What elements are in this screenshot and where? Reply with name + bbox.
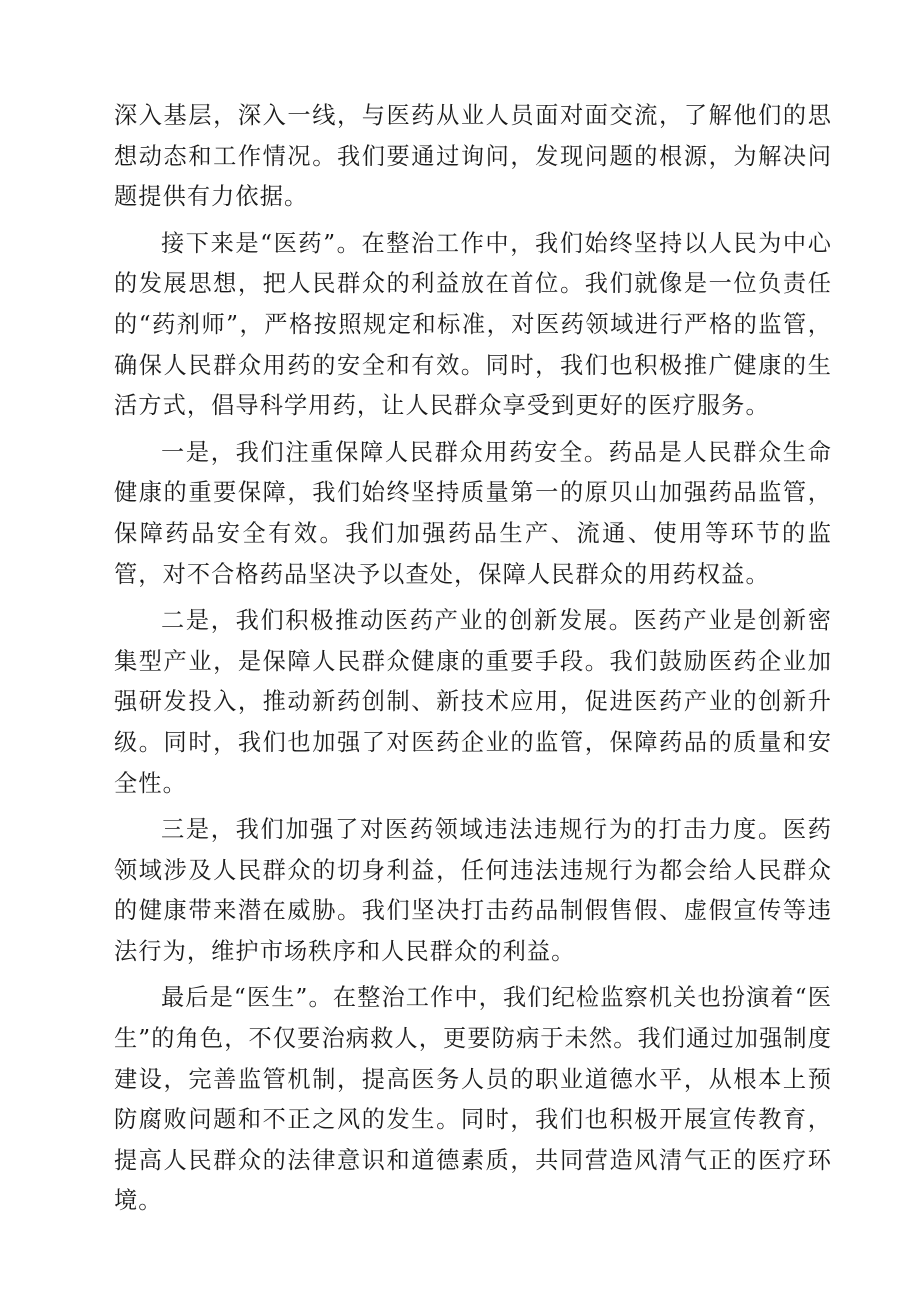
paragraph-2: 接下来是“医药”。在整治工作中，我们始终坚持以人民为中心的发展思想，把人民群众的利益放在首位。我们就像是一位负责任的“药剂师”，严格按照规定和标准，对医药领域进行严格的监管，确保人民群众用药的安全和有效。同时，我们也积极推广健康的生活方式，倡导科学用药，让人民群众享受到更好的医疗服务。 (114, 229, 832, 420)
paragraph-4: 二是，我们积极推动医药产业的创新发展。医药产业是创新密集型产业，是保障人民群众健康的重要手段。我们鼓励医药企业加强研发投入，推动新药创制、新技术应用，促进医药产业的创新升级。同时，我们也加强了对医药企业的监管，保障药品的质量和安全性。 (114, 607, 832, 797)
paragraph-6: 最后是“医生”。在整治工作中，我们纪检监察机关也扮演着“医生”的角色，不仅要治病救人，更要防病于未然。我们通过加强制度建设，完善监管机制，提高医务人员的职业道德水平，从根本上预防腐败问题和不正之风的发生。同时，我们也积极开展宣传教育，提高人民群众的法律意识和道德素质，共同营造风清气正的医疗环境。 (114, 984, 832, 1215)
paragraph-3: 一是，我们注重保障人民群众用药安全。药品是人民群众生命健康的重要保障，我们始终坚持质量第一的原贝山加强药品监管，保障药品安全有效。我们加强药品生产、流通、使用等环节的监管，对不合格药品坚决予以查处，保障人民群众的用药权益。 (114, 438, 832, 588)
paragraph-1: 深入基层，深入一线，与医药从业人员面对面交流，了解他们的思想动态和工作情况。我们要通过询问，发现问题的根源，为解决问题提供有力依据。 (114, 102, 832, 211)
paragraph-5: 三是，我们加强了对医药领域违法违规行为的打击力度。医药领域涉及人民群众的切身利益，任何违法违规行为都会给人民群众的健康带来潜在威胁。我们坚决打击药品制假售假、虚假宣传等违法行为，维护市场秩序和人民群众的利益。 (114, 816, 832, 965)
document-page (114, 96, 832, 1228)
